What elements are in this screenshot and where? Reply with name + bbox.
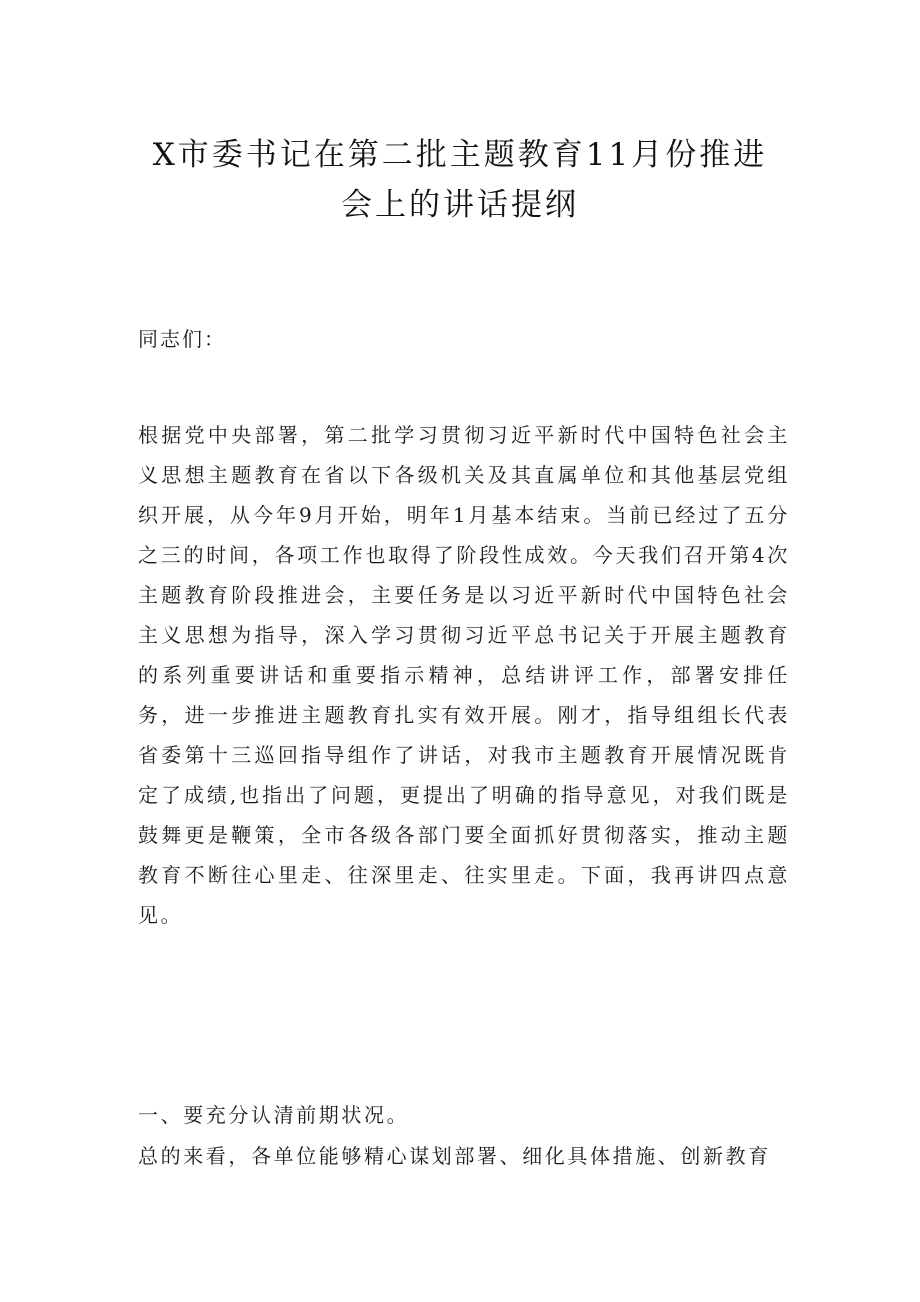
salutation: 同志们： [138, 327, 226, 351]
paragraph-section-1: 总的来看，各单位能够精心谋划部署、细化具体措施、创新教育 [138, 1144, 771, 1168]
section-heading-1: 一、要充分认清前期状况。 [138, 1103, 410, 1127]
document-title [130, 130, 790, 230]
paragraph-opening: 根据党中央部署，第二批学习贯彻习近平新时代中国特色社会主义思想主题教育在省以下各级机关及其直属单位和其他基层党组织开展，从今年9月开始，明年1月基本结束。当前已经过了五分之三的时间，各项工作也取得了阶段性成效。今天我们召开第4次主题教育阶段推进会，主要任务是以习近平新时代中国特色社会主义思想为指导，深入学习贯彻习近平总书记关于开展主题教育的系列重要讲话和重要指示精神，总结讲评工作，部署安排任务，进一步推进主题教育扎实有效开展。刚才，指导组组长代表省委第十三巡回指导组作了讲话，对我市主题教育开展情况既肯定了成绩,也指出了问题，更提出了明确的指导意见，对我们既是鼓舞更是鞭策，全市各级各部门要全面抓好贯彻落实，推动主题教育不断往心里走、往深里走、往实里走。下面，我再讲四点意见。 [138, 423, 790, 927]
title-line-2: 会上的讲话提纲 [341, 187, 579, 223]
title-line-1: X市委书记在第二批主题教育11月份推进 [152, 137, 768, 173]
